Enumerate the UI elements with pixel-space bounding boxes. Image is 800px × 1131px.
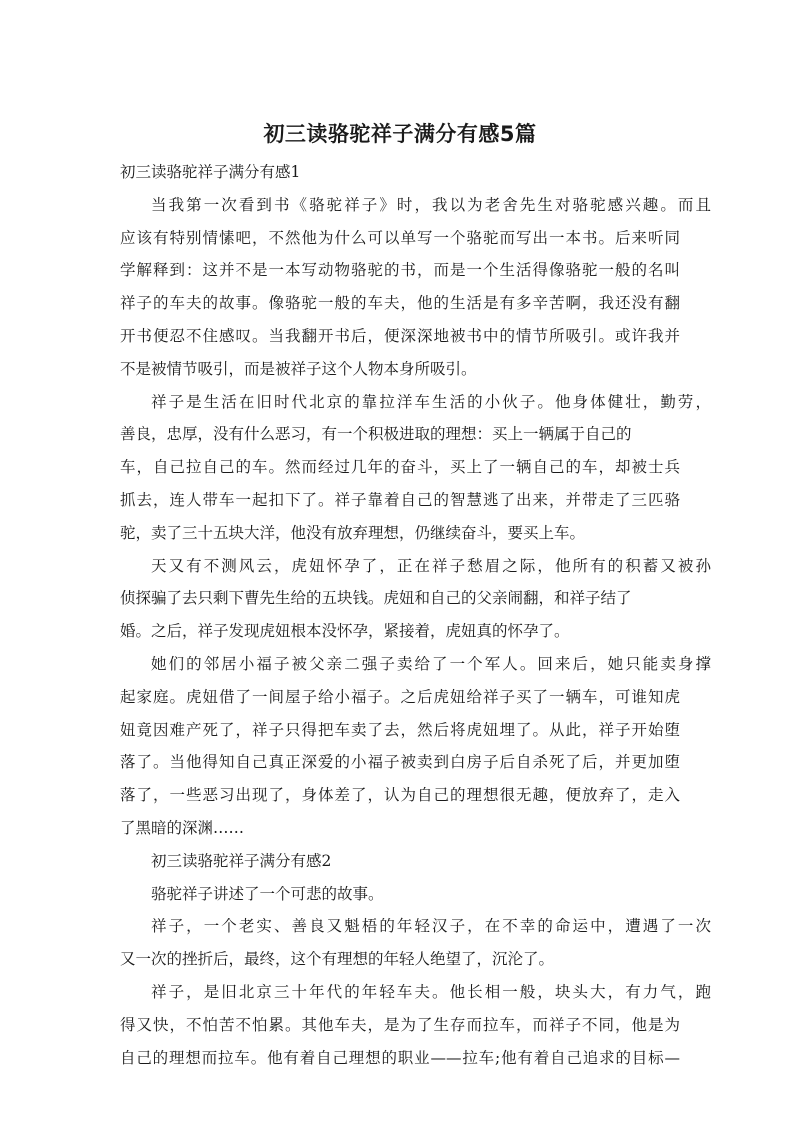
- text-line: 祥子的车夫的故事。像骆驼一般的车夫，他的生活是有多辛苦啊，我还没有翻: [120, 294, 680, 313]
- section-heading-1: 初三读骆驼祥子满分有感1: [120, 163, 301, 181]
- text-line: 祥子，一个老实、善良又魁梧的年轻汉子，在不幸的命运中，遭遇了一次: [151, 917, 711, 936]
- text-line: 祥子，是旧北京三十年代的年轻车夫。他长相一般，块头大，有力气，跑: [151, 982, 711, 1001]
- text-line: 她们的邻居小福子被父亲二强子卖给了一个军人。回来后，她只能卖身撑: [151, 654, 711, 673]
- text-line: 善良，忠厚，没有什么恶习，有一个积极进取的理想：买上一辆属于自己的: [120, 425, 632, 444]
- text-line: 学解释到：这并不是一本写动物骆驼的书，而是一个生活得像骆驼一般的名叫: [120, 261, 680, 280]
- section-heading-2: 初三读骆驼祥子满分有感2: [151, 851, 332, 870]
- document-title: 初三读骆驼祥子满分有感5篇: [263, 122, 537, 146]
- text-line: 了黑暗的深渊……: [120, 818, 245, 837]
- document-body: [120, 156, 711, 1074]
- text-line: 起家庭。虎妞借了一间屋子给小福子。之后虎妞给祥子买了一辆车，可谁知虎: [120, 687, 680, 706]
- text-line: 祥子是生活在旧时代北京的靠拉洋车生活的小伙子。他身体健壮，勤劳，: [151, 392, 711, 411]
- text-line: 应该有特别情愫吧，不然他为什么可以单写一个骆驼而写出一本书。后来听同: [120, 228, 680, 247]
- text-line: 不是被情节吸引，而是被祥子这个人物本身所吸引。: [120, 359, 477, 378]
- text-line: 骆驼祥子讲述了一个可悲的故事。: [151, 884, 384, 903]
- text-line: 落了，一些恶习出现了，身体差了，认为自己的理想很无趣，便放弃了，走入: [120, 786, 680, 805]
- text-line: 天又有不测风云，虎妞怀孕了，正在祥子愁眉之际，他所有的积蓄又被孙: [151, 556, 711, 575]
- text-line: 驼，卖了三十五块大洋，他没有放弃理想，仍继续奋斗，要买上车。: [120, 523, 586, 542]
- text-line: 自己的理想而拉车。他有着自己理想的职业——拉车;他有着自己追求的目标—: [120, 1048, 680, 1067]
- text-line: 当我第一次看到书《骆驼祥子》时，我以为老舍先生对骆驼感兴趣。而且: [151, 195, 711, 214]
- text-line: 妞竟因难产死了，祥子只得把车卖了去，然后将虎妞埋了。从此，祥子开始堕: [120, 720, 680, 739]
- text-line: 落了。当他得知自己真正深爱的小福子被卖到白房子后自杀死了后，并更加堕: [120, 753, 680, 772]
- text-line: 车，自己拉自己的车。然而经过几年的奋斗，买上了一辆自己的车，却被士兵: [120, 458, 680, 477]
- text-line: 开书便忍不住感叹。当我翻开书后，便深深地被书中的情节所吸引。或许我并: [120, 326, 680, 345]
- text-line: 抓去，连人带车一起扣下了。祥子靠着自己的智慧逃了出来，并带走了三匹骆: [120, 490, 680, 509]
- text-line: 又一次的挫折后，最终，这个有理想的年轻人绝望了，沉沦了。: [120, 950, 555, 969]
- text-line: 侦探骗了去只剩下曹先生给的五块钱。虎妞和自己的父亲闹翻，和祥子结了: [120, 589, 632, 608]
- text-line: 得又快，不怕苦不怕累。其他车夫，是为了生存而拉车，而祥子不同，他是为: [120, 1015, 680, 1034]
- text-line: 婚。之后，祥子发现虎妞根本没怀孕，紧接着，虎妞真的怀孕了。: [120, 622, 570, 641]
